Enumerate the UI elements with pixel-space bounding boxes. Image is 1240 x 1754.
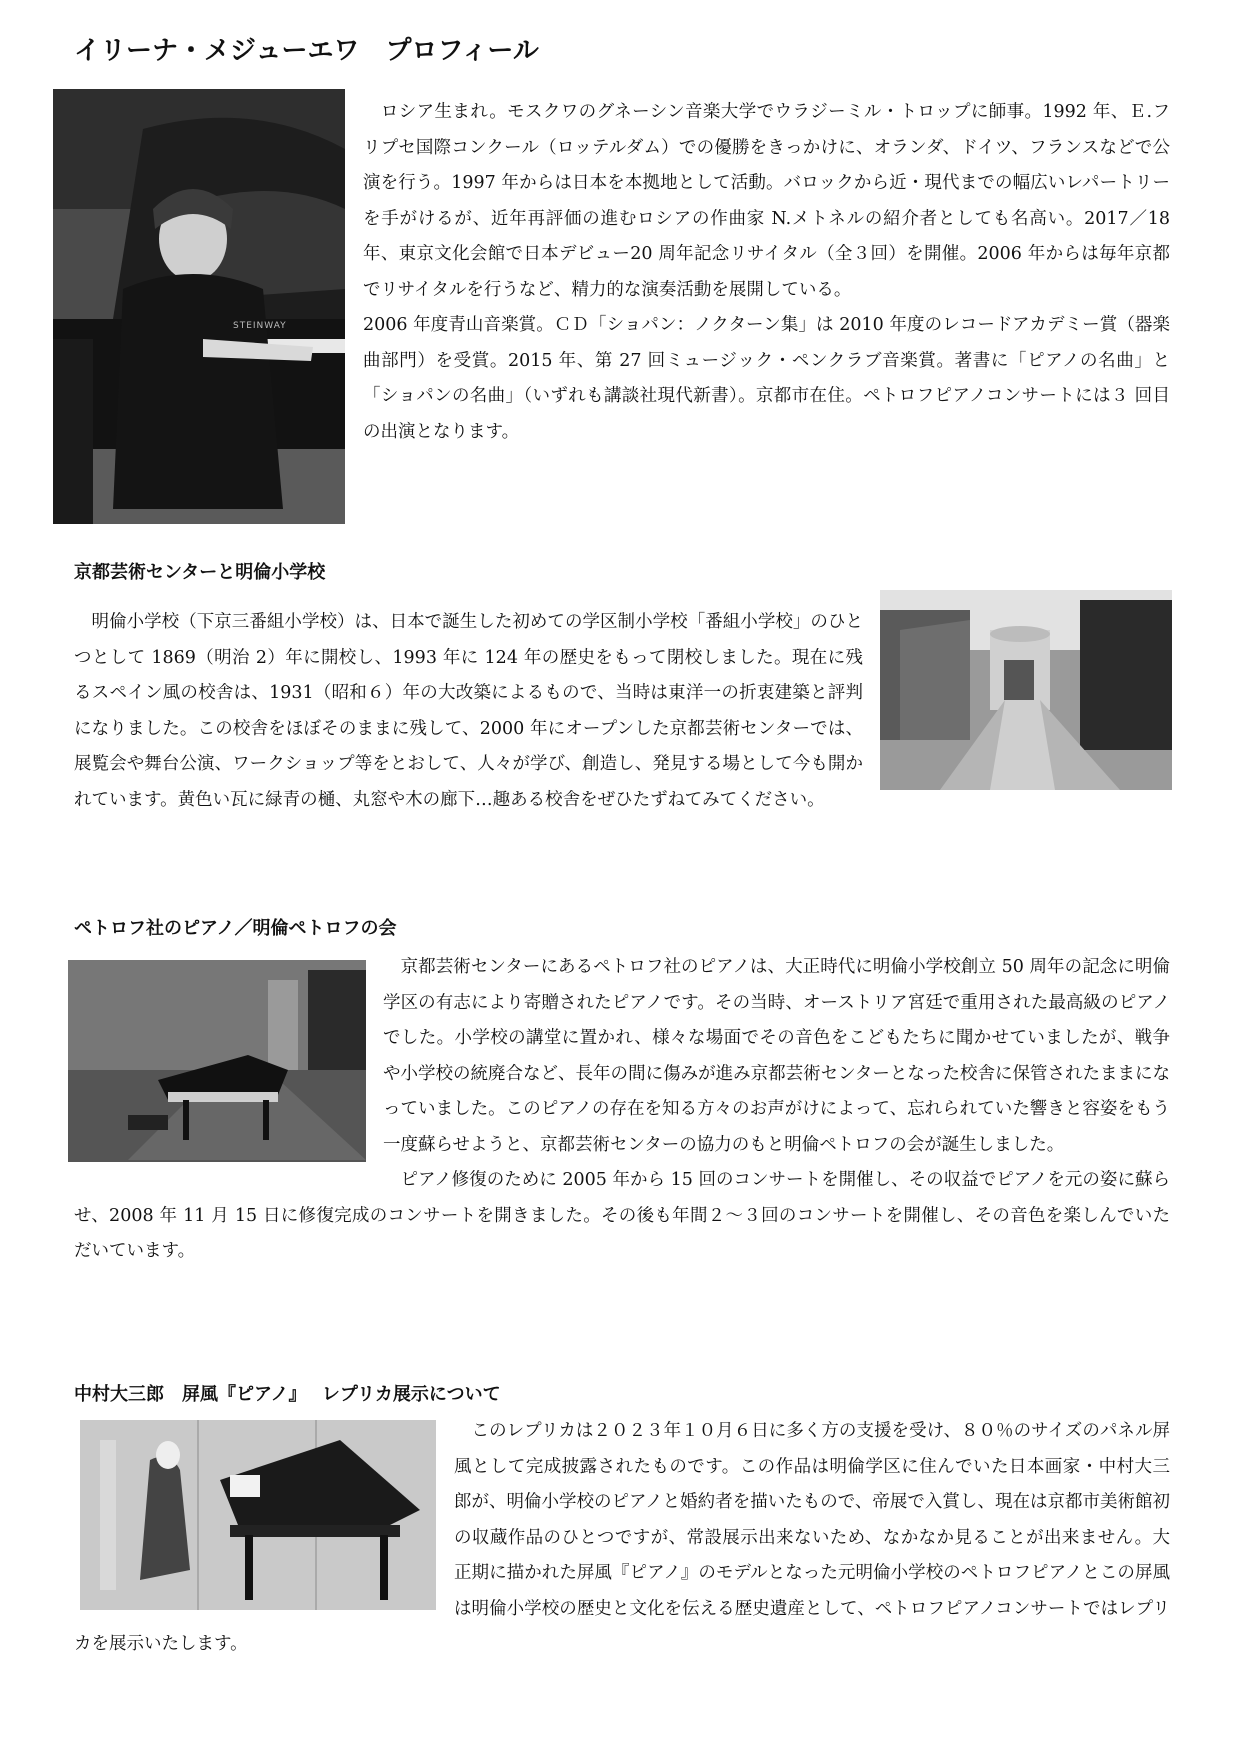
profile-text-block <box>363 95 1170 450</box>
piano-brand-text: STEINWAY <box>233 321 287 331</box>
profile-paragraph-1: ロシア生まれ。モスクワのグネーシン音楽大学でウラジーミル・トロップに師事。1992 年、Ｅ.フリプセ国際コンクール（ロッテルダム）での優勝をきっかけに、オランダ、ドイツ、フランスなどで公演を行う。1997 年からは日本を本拠地として活動。バロックから近・現代までの幅広いレパートリーを手がけるが、近年再評価の進むロシアの作曲家 N.メトネルの紹介者としても名高い。2017／18 年、東京文化会館で日本デビュー20 周年記念リサイタル（全３回）を開催。2006 年からは毎年京都でリサイタルを行うなど、精力的な演奏活動を展開している。 <box>363 102 1170 300</box>
profile-paragraph-2: 2006 年度青山音楽賞。ＣＤ「ショパン：ノクターン集」は 2010 年度のレコードアカデミー賞（器楽曲部門）を受賞。2015 年、第 27 回ミュージック・ペンクラブ音楽賞。著書に「ピアノの名曲」と「ショパンの名曲」（いずれも講談社現代新書）。京都市在住。ペトロフピアノコンサートには３ 回目の出演となります。 <box>363 315 1170 442</box>
byobu-text-block <box>74 1414 1170 1663</box>
arts-center-paragraph: 明倫小学校（下京三番組小学校）は、日本で誕生した初めての学区制小学校「番組小学校」のひとつとして 1869（明治 2）年に開校し、1993 年に 124 年の歴史をもって閉校しました。現在に残るスペイン風の校舎は、1931（昭和６）年の大改築によるもので、当時は東洋一の折衷建築と評判になりました。この校舎をほぼそのままに残して、2000 年にオープンした京都芸術センターでは、展覧会や舞台公演、ワークショップ等をとおして、人々が学び、創造し、発見する場として今も開かれています。黄色い瓦に緑青の樋、丸窓や木の廊下…趣ある校舎をぜひたずねてみてください。 <box>74 612 863 810</box>
section-heading-arts-center: 京都芸術センターと明倫小学校 <box>74 562 326 583</box>
byobu-paragraph: このレプリカは２０２３年１０月６日に多く方の支援を受け、８０％のサイズのパネル屏風として完成披露されたものです。この作品は明倫学区に住んでいた日本画家・中村大三郎が、明倫小学校のピアノと婚約者を描いたもので、帝展で入賞し、現在は京都市美術館初の収蔵作品のひとつですが、常設展示出来ないため、なかなか見ることが出来ません。大正期に描かれた屏風『ピアノ』のモデルとなった元明倫小学校のペトロフピアノとこの屏風は明倫小学校の歴史と文化を伝える歴史遺産として、ペトロフピアノコンサートではレプリカを展示いたします。 <box>74 1421 1170 1654</box>
page-title: イリーナ・メジューエワ プロフィール <box>74 36 539 66</box>
petrof-paragraph-1: 京都芸術センターにあるペトロフ社のピアノは、大正時代に明倫小学校創立 50 周年の記念に明倫学区の有志により寄贈されたピアノです。その当時、オーストリア宮廷で重用された最高級のピアノでした。小学校の講堂に置かれ、様々な場面でその音色をこどもたちに聞かせていましたが、戦争や小学校の統廃合など、長年の間に傷みが進み京都芸術センターとなった校舎に保管されたままになっていました。このピアノの存在を知る方々のお声がけによって、忘れられていた響きと容姿をもう一度蘇らせようと、京都芸術センターの協力のもと明倫ペトロフの会が誕生しました。 <box>383 957 1170 1155</box>
pianist-portrait-photo <box>53 89 345 524</box>
arts-center-text-block <box>74 605 1170 818</box>
petrof-text-block <box>74 950 1170 1270</box>
section-heading-petrof: ペトロフ社のピアノ／明倫ペトロフの会 <box>74 918 397 939</box>
section-heading-byobu: 中村大三郎 屏風『ピアノ』 レプリカ展示について <box>74 1384 501 1405</box>
petrof-paragraph-2: ピアノ修復のために 2005 年から 15 回のコンサートを開催し、その収益でピアノを元の姿に蘇らせ、2008 年 11 月 15 日に修復完成のコンサートを開きました。その後も年間２～３回のコンサートを開催し、その音色を楽しんでいただいています。 <box>74 1170 1170 1261</box>
